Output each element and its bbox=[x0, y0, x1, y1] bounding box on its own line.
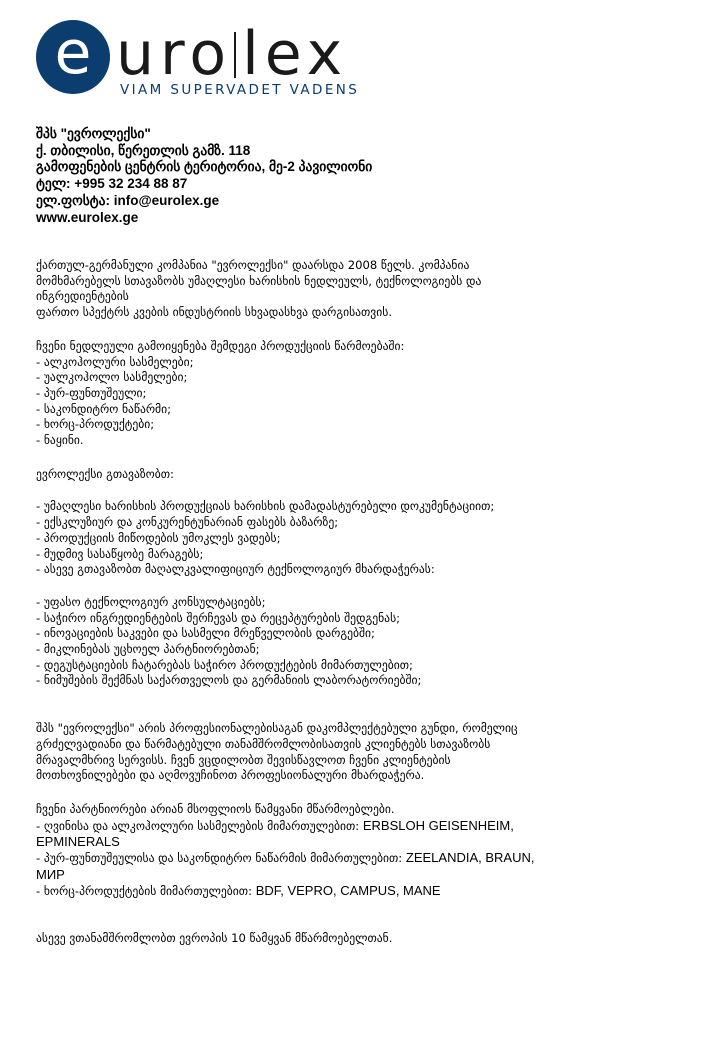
logo-tagline: VIAM SUPERVADET VADENS bbox=[120, 82, 360, 98]
partners-bakery-label: - პურ-ფუნთუშეულისა და საკონდიტრო ნაწარმის მიმართულებით: bbox=[36, 851, 406, 866]
contact-block bbox=[36, 126, 676, 226]
list-item: - საჭირო ინგრედიენტების შერჩევას და რეცეპტურების შედგენას; bbox=[36, 610, 401, 625]
list-item: - დეგუსტაციების ჩატარებას საჭირო პროდუქტების მიმართულებით; bbox=[36, 657, 413, 672]
team-line: შპს "ევროლექსი" არის პროფესიონალებისაგან დაკომპლექტებული გუნდი, რომელიც bbox=[36, 721, 518, 736]
partners-wine-brands-cont: EPMINERALS bbox=[36, 834, 120, 850]
list-item: - ალკოჰოლური სასმელები; bbox=[36, 354, 194, 369]
partners-meat-label: - ხორც-პროდუქტების მიმართულებით: bbox=[36, 883, 256, 898]
logo-divider bbox=[234, 32, 236, 78]
list-item: - ასევე გთავაზობთ მაღალკვალიფიციურ ტექნოლოგიურ მხარდაჭერას: bbox=[36, 562, 435, 577]
intro-line: მომხმარებელს სთავაზობს უმაღლესი ხარისხის ნედლეულს, ტექნოლოგიებს და bbox=[36, 273, 482, 288]
partners-meat-brands: BDF, VEPRO, CAMPUS, MANE bbox=[255, 882, 441, 898]
list-item: - პროდუქციის მიწოდების უმოკლეს ვადებს; bbox=[36, 530, 281, 545]
partners-heading: ჩვენი პარტნიორები არიან მსოფლიოს წამყვანი მწარმოებლები. bbox=[36, 801, 395, 816]
products-heading: ჩვენი ნედლეული გამოიყენება შემდეგი პროდუქციის წარმოებაში: bbox=[36, 338, 405, 353]
list-item: - ინოვაციების საკვები და სასმელი მრეწველობის დარგებში; bbox=[36, 626, 375, 641]
intro-line: ინგრედიენტების bbox=[36, 289, 129, 304]
website: www.eurolex.ge bbox=[36, 209, 139, 225]
offer-heading: ევროლექსი გთავაზობთ: bbox=[36, 466, 174, 481]
list-item: - პურ-ფუნთუშეული; bbox=[36, 385, 147, 400]
partners-wine bbox=[36, 818, 691, 835]
territory: გამოფენების ცენტრის ტერიტორია, მე-2 პავილიონი bbox=[36, 159, 373, 175]
email: ელ.ფოსტა: info@eurolex.ge bbox=[36, 192, 220, 208]
list-item: - უალკოჰოლო სასმელები; bbox=[36, 370, 188, 385]
list-item: - ნაყინი. bbox=[36, 433, 84, 448]
address: ქ. თბილისი, წერეთლის გამზ. 118 bbox=[36, 142, 251, 158]
list-item: - საკონდიტრო ნაწარმი; bbox=[36, 401, 172, 416]
intro-line: ფართო სპექტრს კვების ინდუსტრიის სხვადასხვა დარგისათვის. bbox=[36, 305, 392, 320]
closing-line: ასევე ვთანამშრომლობთ ევროპის 10 წამყვან მწარმოებელთან. bbox=[36, 931, 393, 946]
partners-bakery bbox=[36, 850, 691, 867]
list-item: - მიკლინებას უცხოელ პარტნიორებთან; bbox=[36, 642, 260, 657]
logo-wordmark bbox=[116, 19, 349, 89]
list-item: - ხორც-პროდუქტები; bbox=[36, 417, 155, 432]
list-item: - უფასო ტექნოლოგიურ კონსულტაციებს; bbox=[36, 594, 266, 609]
partners-bakery-brands: ZEELANDIA, BRAUN, bbox=[405, 850, 535, 866]
intro-line: ქართულ-გერმანული კომპანია "ევროლექსი" დაარსდა 2008 წელს. კომპანია bbox=[36, 258, 470, 272]
list-item: - ნიმუშების შექმნას საქართველოს და გერმანიის ლაბორატორიებში; bbox=[36, 673, 422, 688]
team-line: გრძელვადიანი და წარმატებული თანამშრომლობისათვის კლიენტებს სთავაზობს bbox=[36, 736, 491, 751]
team-line: მოთხოვნილებები და აღმოვუჩინოთ პროფესიონალური მხარდაჭერა. bbox=[36, 768, 425, 783]
logo-letter: e bbox=[54, 18, 92, 88]
partners-bakery-brands-cont: МИР bbox=[36, 866, 65, 882]
company-name: შპს "ევროლექსი" bbox=[36, 126, 151, 141]
partners-meat bbox=[36, 883, 691, 900]
list-item: - უმაღლესი ხარისხის პროდუქციას ხარისხის დამადასტურებელი დოკუმენტაციით; bbox=[36, 499, 495, 514]
phone: ტელ: +995 32 234 88 87 bbox=[36, 176, 188, 192]
partners-wine-label: - ღვინისა და ალკოჰოლური სასმელების მიმართულებით: bbox=[36, 818, 363, 833]
logo-word-right: lex bbox=[242, 19, 349, 89]
partners-wine-brands: ERBSLOH GEISENHEIM, bbox=[362, 817, 514, 833]
list-item: - მუდმივ სასაწყობე მარაგებს; bbox=[36, 546, 204, 561]
eurolex-logo bbox=[36, 18, 381, 100]
logo-word-left: uro bbox=[116, 19, 233, 89]
document-body bbox=[36, 258, 691, 947]
team-line: მრავალმხრივ სერვისს. ჩვენ ვცდილობთ შევისწავლოთ ჩვენი კლიენტების bbox=[36, 752, 451, 767]
list-item: - ექსკლუზიურ და კონკურენტუნარიან ფასებს ბაზარზე; bbox=[36, 515, 339, 530]
